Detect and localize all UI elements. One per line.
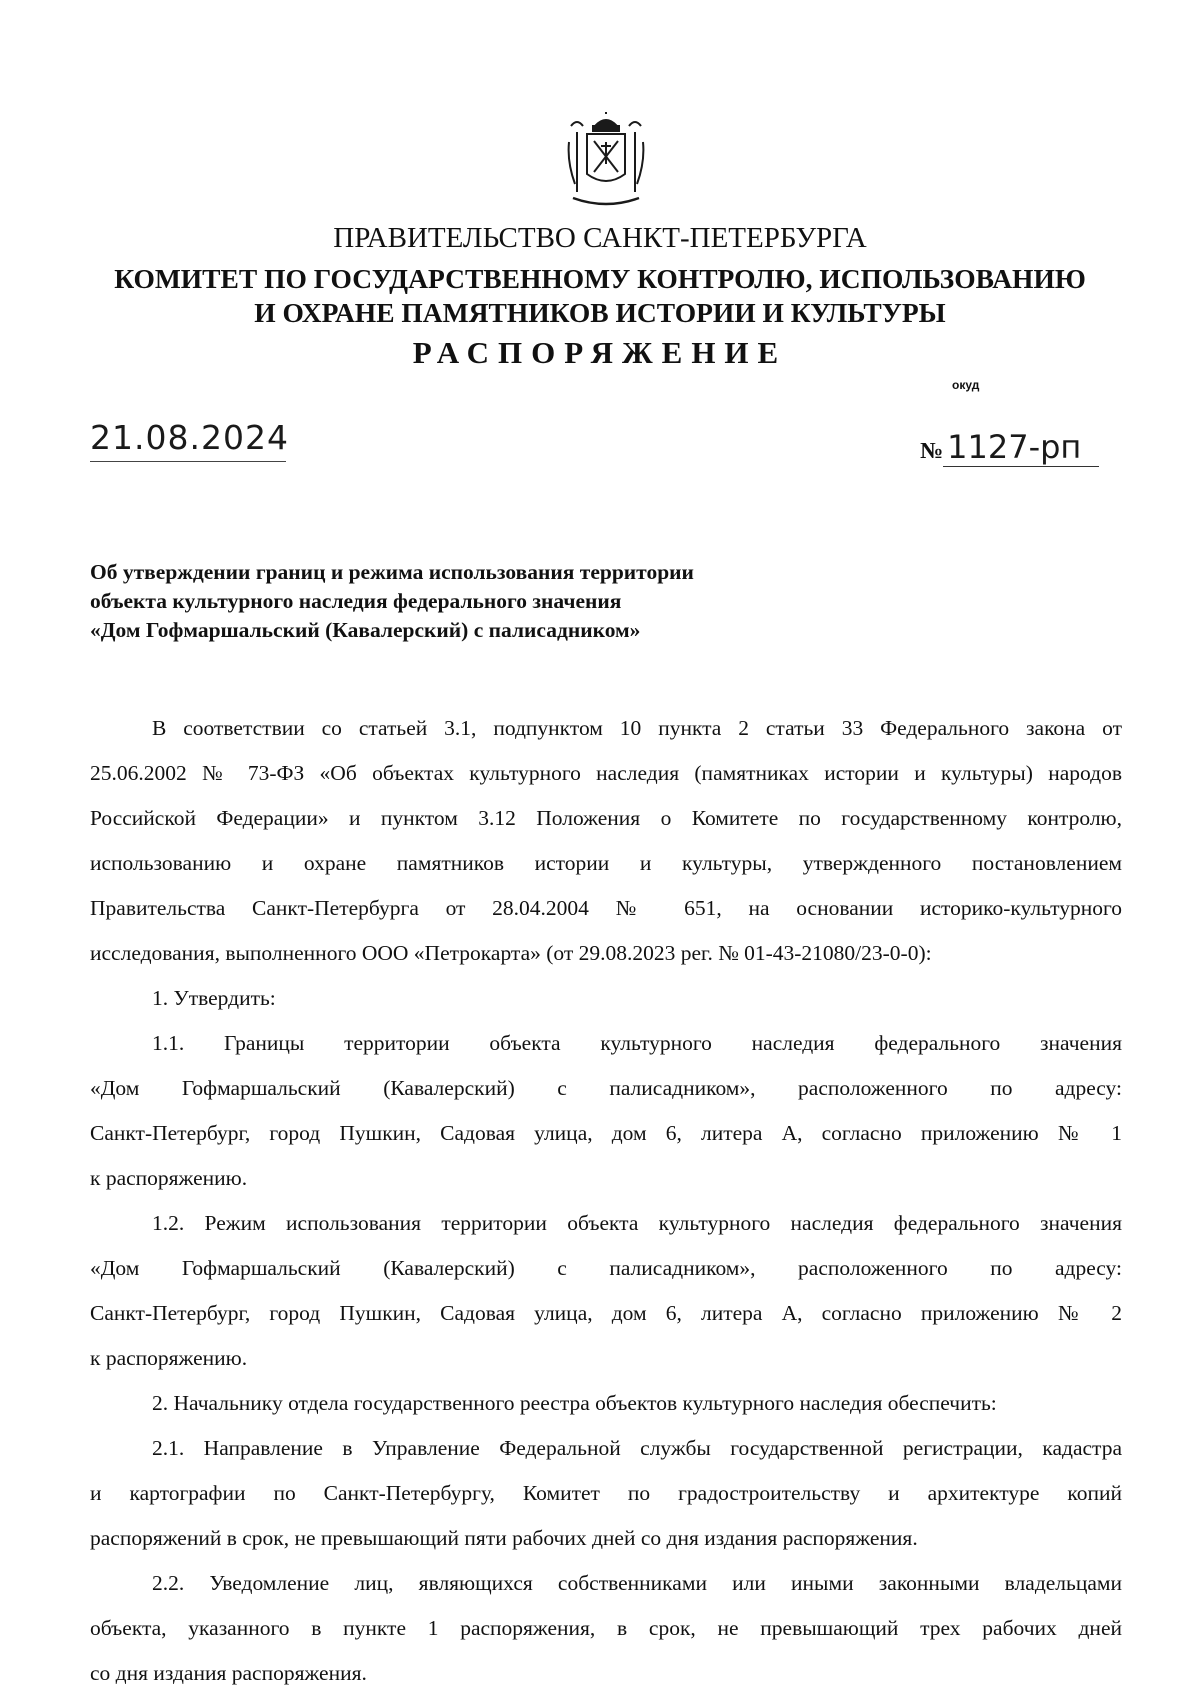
body-line: использованию и охране памятников истории и культуры, утвержденного постановлением [90,851,1122,875]
body-line: к распоряжению. [90,1166,248,1190]
document-number-block [920,428,1099,466]
body-line: со дня издания распоряжения. [90,1661,367,1685]
body-line: исследования, выполненного ООО «Петрокарта» (от 29.08.2023 рег. № 01-43-21080/23-0-0): [90,941,932,965]
title-line: «Дом Гофмаршальский (Кавалерский) с палисадником» [90,618,641,642]
body-line: Санкт-Петербург, город Пушкин, Садовая улица, дом 6, литера А, согласно приложению № 2 [90,1301,1122,1325]
body-line: 2.1. Направление в Управление Федеральной службы государственной регистрации, кадастра [152,1436,1122,1460]
body-line: Правительства Санкт-Петербурга от 28.04.2004 № 651, на основании историко-культурного [90,896,1122,920]
body-line: 1.1. Границы территории объекта культурного наследия федерального значения [152,1031,1122,1055]
document-body [90,706,1122,1696]
body-line: 1.2. Режим использования территории объекта культурного наследия федерального значения [152,1211,1122,1235]
body-line: Российской Федерации» и пунктом 3.12 Положения о Комитете по государственному контролю, [90,806,1122,830]
body-line: распоряжений в срок, не превышающий пяти рабочих дней со дня издания распоряжения. [90,1526,918,1550]
body-line: Санкт-Петербург, город Пушкин, Садовая улица, дом 6, литера А, согласно приложению № 1 [90,1121,1122,1145]
title-line: объекта культурного наследия федерального значения [90,589,622,613]
title-line: Об утверждении границ и режима использования территории [90,560,694,584]
body-line: 2. Начальнику отдела государственного реестра объектов культурного наследия обеспечить: [152,1391,997,1415]
document-date: 21.08.2024 [90,418,289,457]
body-line: 25.06.2002 № 73-ФЗ «Об объектах культурного наследия (памятниках истории и культуры) народов [90,761,1122,785]
body-line: 2.2. Уведомление лиц, являющихся собственниками или иными законными владельцами [152,1571,1122,1595]
body-line: объекта, указанного в пункте 1 распоряжения, в срок, не превышающий трех рабочих дней [90,1616,1122,1640]
body-line: и картографии по Санкт-Петербургу, Комитет по градостроительству и архитектуре копий [90,1481,1122,1505]
document-type: РАСПОРЯЖЕНИЕ [412,335,788,370]
date-underline [90,461,286,462]
saint-petersburg-coat-of-arms-icon [565,112,647,212]
committee-name-line-2: И ОХРАНЕ ПАМЯТНИКОВ ИСТОРИИ И КУЛЬТУРЫ [254,297,946,328]
body-line: «Дом Гофмаршальский (Кавалерский) с палисадником», расположенного по адресу: [90,1256,1122,1280]
government-name: ПРАВИТЕЛЬСТВО САНКТ-ПЕТЕРБУРГА [333,222,867,254]
body-line: В соответствии со статьей 3.1, подпунктом 10 пункта 2 статьи 33 Федерального закона от [152,716,1122,740]
body-line: к распоряжению. [90,1346,248,1370]
okud-label: окуд [952,378,980,392]
number-sign: № [920,438,944,463]
document-title [90,558,694,645]
body-line: «Дом Гофмаршальский (Кавалерский) с палисадником», расположенного по адресу: [90,1076,1122,1100]
body-line: 1. Утвердить: [152,986,276,1010]
committee-name-line-1: КОМИТЕТ ПО ГОСУДАРСТВЕННОМУ КОНТРОЛЮ, ИСПОЛЬЗОВАНИЮ [114,263,1086,294]
document-number: 1127-рп [943,428,1099,467]
